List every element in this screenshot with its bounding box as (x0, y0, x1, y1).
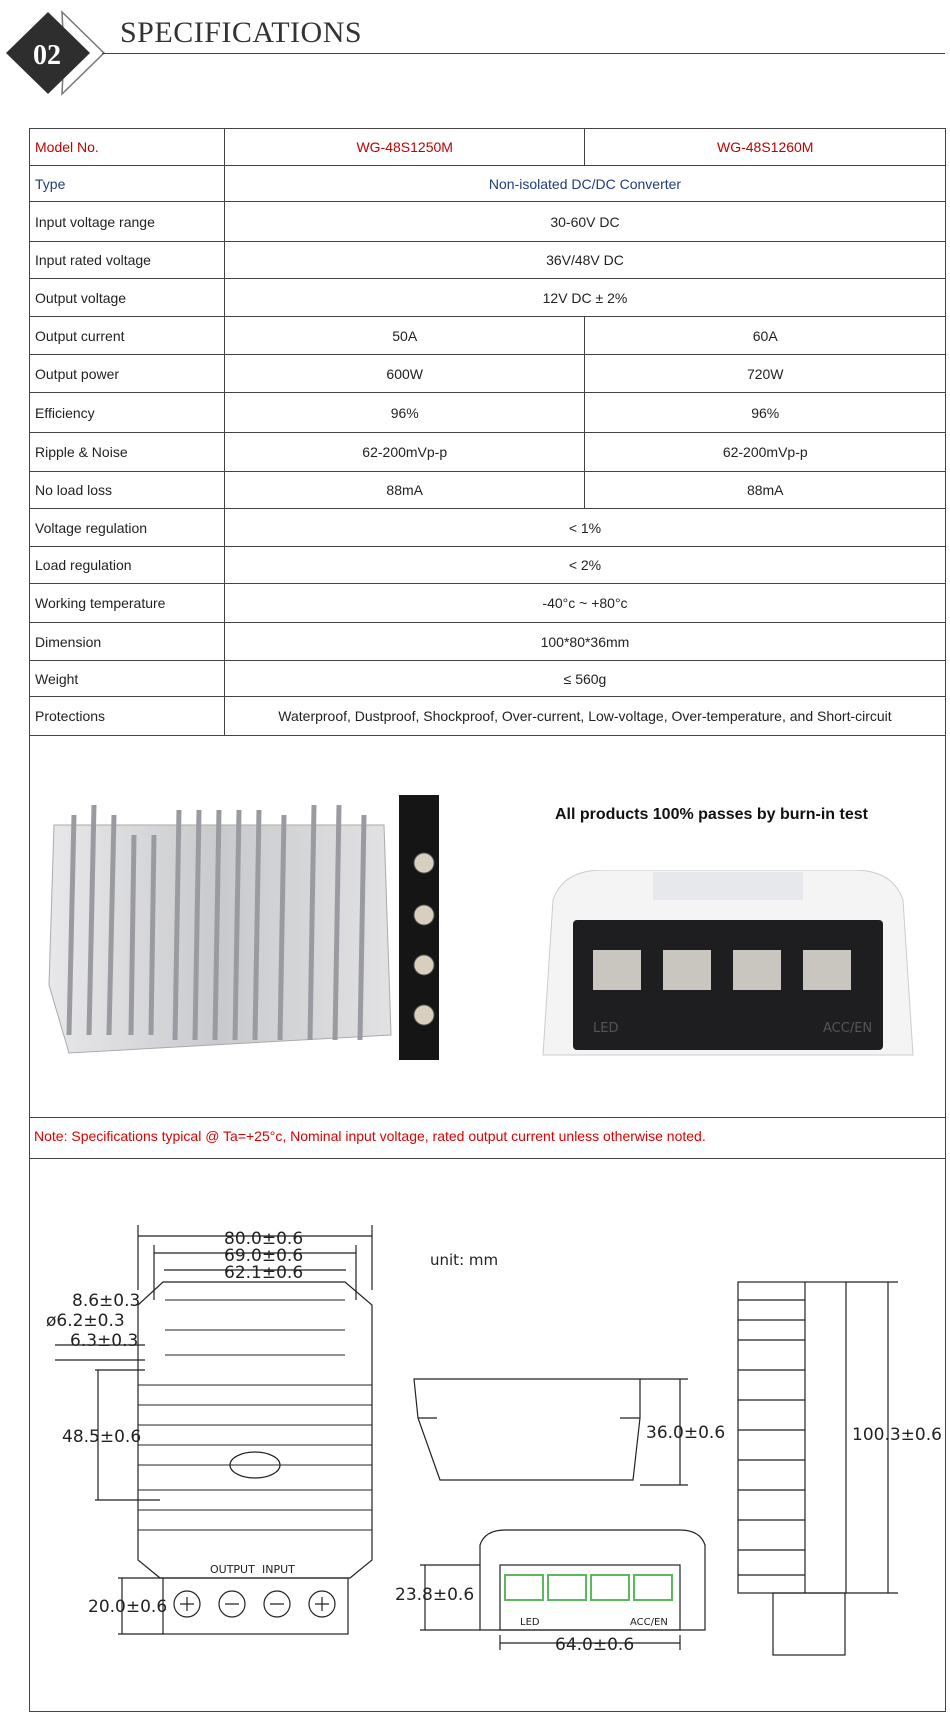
dim-hole-dia: ø6.2±0.3 (46, 1311, 125, 1331)
spec-value: 62-200mVp-p (585, 433, 946, 472)
product-photo-heatsink (39, 785, 479, 1070)
spec-label: Voltage regulation (30, 509, 225, 547)
spec-value: 96% (224, 393, 585, 433)
spec-note: Note: Specifications typical @ Ta=+25°c, Nominal input voltage, rated output current unless otherwise noted. (29, 1118, 946, 1159)
unit-label: unit: mm (430, 1251, 499, 1269)
section-number-badge (0, 8, 110, 98)
spec-value: WG-48S1260M (585, 129, 946, 166)
spec-value: 100*80*36mm (224, 623, 945, 661)
spec-label: Dimension (30, 623, 225, 661)
spec-label: Protections (30, 697, 225, 736)
spec-row (30, 547, 946, 584)
spec-row (30, 202, 946, 242)
spec-value: < 2% (224, 547, 945, 584)
spec-label: Input voltage range (30, 202, 225, 242)
spec-row (30, 279, 946, 317)
dim-height-48-5: 48.5±0.6 (62, 1427, 142, 1447)
spec-label: Model No. (30, 129, 225, 166)
spec-row (30, 317, 946, 355)
input-label: INPUT (262, 1563, 295, 1576)
product-photo-terminal (533, 870, 923, 1060)
spec-value: WG-48S1250M (224, 129, 585, 166)
spec-label: Type (30, 166, 225, 202)
burn-in-caption: All products 100% passes by burn-in test (555, 806, 868, 823)
spec-value: -40°c ~ +80°c (224, 584, 945, 623)
spec-row (30, 393, 946, 433)
spec-label: Output voltage (30, 279, 225, 317)
dim-height-36: 36.0±0.6 (646, 1423, 726, 1443)
spec-row (30, 433, 946, 472)
spec-value: Waterproof, Dustproof, Shockproof, Over-current, Low-voltage, Over-temperature, and Short-circuit (224, 697, 945, 736)
dim-height-100-3: 100.3±0.6 (852, 1425, 942, 1445)
spec-row (30, 509, 946, 547)
led-label: LED (593, 1021, 619, 1036)
spec-value: 720W (585, 355, 946, 393)
spec-row (30, 129, 946, 166)
spec-value: < 1% (224, 509, 945, 547)
spec-label: Output power (30, 355, 225, 393)
spec-row (30, 355, 946, 393)
acc-label: ACC/EN (823, 1021, 873, 1036)
spec-value: 12V DC ± 2% (224, 279, 945, 317)
dimension-drawings (0, 1159, 950, 1714)
led-mark: LED (520, 1617, 540, 1628)
title-divider (102, 53, 945, 54)
top-view-drawing (738, 1282, 898, 1655)
spec-row (30, 661, 946, 697)
spec-row (30, 472, 946, 509)
dim-width-64: 64.0±0.6 (555, 1635, 635, 1655)
acc-mark: ACC/EN (630, 1617, 668, 1628)
spec-row (30, 242, 946, 279)
spec-label: Efficiency (30, 393, 225, 433)
spec-label: Weight (30, 661, 225, 697)
spec-value: 88mA (224, 472, 585, 509)
dim-width-80: 80.0±0.6 (224, 1229, 304, 1249)
spec-value: 30-60V DC (224, 202, 945, 242)
spec-label: Ripple & Noise (30, 433, 225, 472)
spec-value: 600W (224, 355, 585, 393)
dim-height-23-8: 23.8±0.6 (395, 1585, 475, 1605)
spec-value: Non-isolated DC/DC Converter (224, 166, 945, 202)
spec-value: ≤ 560g (224, 661, 945, 697)
spec-value: 50A (224, 317, 585, 355)
spec-table (29, 128, 946, 736)
dim-6-3: 6.3±0.3 (70, 1331, 139, 1351)
spec-row (30, 584, 946, 623)
dim-width-69: 69.0±0.6 (224, 1246, 304, 1266)
spec-value: 60A (585, 317, 946, 355)
spec-value: 96% (585, 393, 946, 433)
spec-row (30, 166, 946, 202)
spec-value: 62-200mVp-p (224, 433, 585, 472)
spec-label: Output current (30, 317, 225, 355)
dim-width-62: 62.1±0.6 (224, 1263, 304, 1283)
spec-value: 88mA (585, 472, 946, 509)
dim-8-6: 8.6±0.3 (72, 1291, 141, 1311)
spec-value: 36V/48V DC (224, 242, 945, 279)
spec-row (30, 623, 946, 661)
spec-label: No load loss (30, 472, 225, 509)
badge-number: 02 (33, 40, 61, 71)
spec-label: Load regulation (30, 547, 225, 584)
spec-label: Input rated voltage (30, 242, 225, 279)
output-label: OUTPUT (210, 1563, 255, 1576)
page-title: SPECIFICATIONS (120, 16, 363, 49)
spec-row (30, 697, 946, 736)
spec-label: Working temperature (30, 584, 225, 623)
dim-height-20: 20.0±0.6 (88, 1597, 168, 1617)
